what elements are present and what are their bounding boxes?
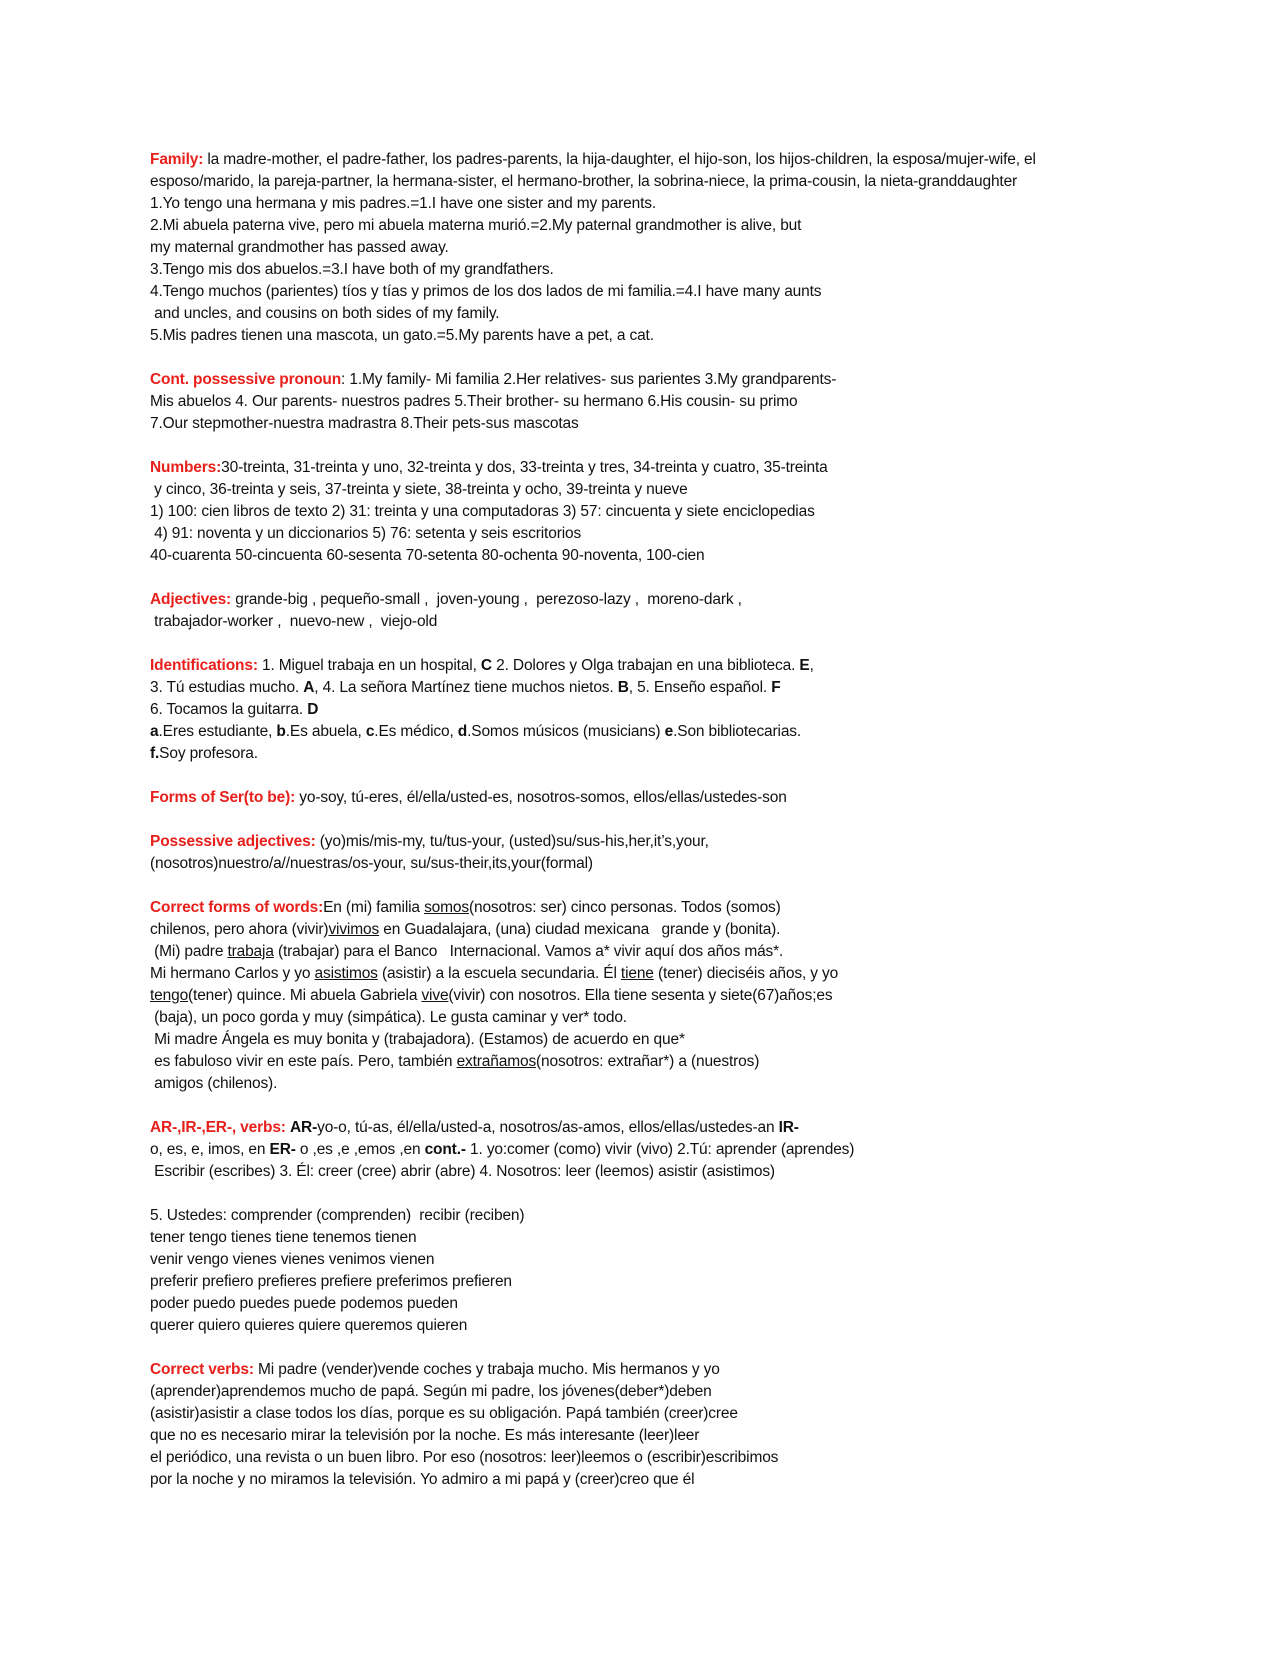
text-line (150, 853, 1150, 875)
bold-text: B (617, 679, 629, 696)
text-line (150, 1227, 1150, 1249)
text-line (150, 655, 1150, 677)
text-line (150, 677, 1150, 699)
text-line (150, 149, 1150, 171)
text-run: , (809, 657, 814, 674)
text-run: el periódico, una revista o un buen libro. Por eso (nosotros: leer)leemos o (escribir)escribimos (150, 1449, 779, 1466)
text-run: (vivir) con nosotros. Ella tiene sesenta y siete(67)años;es (448, 987, 833, 1004)
bold-text: c (365, 723, 375, 740)
bold-text: d (457, 723, 468, 740)
bold-text: b (276, 723, 286, 740)
text-run: 5.Mis padres tienen una mascota, un gato.=5.My parents have a pet, a cat. (150, 327, 654, 344)
text-run: 1. yo:comer (como) vivir (vivo) 2.Tú: aprender (aprendes) (465, 1141, 855, 1158)
text-run: (trabajar) para el Banco Internacional. Vamos a* vivir aquí dos años más*. (273, 943, 784, 960)
underlined-text: tengo (150, 987, 189, 1004)
text-run: yo-o, tú-as, él/ella/usted-a, nosotros/as-amos, ellos/ellas/ustedes-an (317, 1119, 779, 1136)
text-run: .Somos músicos (musicians) (467, 723, 665, 740)
text-run: (nosotros: ser) cinco personas. Todos (somos) (468, 899, 781, 916)
text-line (150, 457, 1150, 479)
text-line (150, 963, 1150, 985)
text-run: venir vengo vienes vienes venimos vienen (150, 1251, 435, 1268)
text-run: 3. Tú estudias mucho. (150, 679, 304, 696)
text-run: (baja), un poco gorda y muy (simpática). Le gusta caminar y ver* todo. (150, 1009, 627, 1026)
text-run: (tener) quince. Mi abuela Gabriela (188, 987, 422, 1004)
underlined-text: tiene (620, 965, 654, 982)
text-line (150, 1315, 1150, 1337)
text-line (150, 1161, 1150, 1183)
text-line (150, 787, 1150, 809)
underlined-text: vive (421, 987, 449, 1004)
text-run: o ,es ,e ,emos ,en (295, 1141, 425, 1158)
text-run: 1.Yo tengo una hermana y mis padres.=1.I have one sister and my parents. (150, 195, 657, 212)
text-run: 4.Tengo muchos (parientes) tíos y tías y primos de los dos lados de mi familia.=4.I have many aunts (150, 283, 822, 300)
section-ar-ir-er-verbs (150, 1117, 1150, 1183)
section-heading: Adjectives: (150, 591, 232, 608)
section-possessive-pronoun (150, 369, 1150, 435)
underlined-text: somos (424, 899, 469, 916)
text-run: En (mi) familia (323, 899, 425, 916)
text-run: 6. Tocamos la guitarra. (150, 701, 308, 718)
text-run: amigos (chilenos). (150, 1075, 278, 1092)
text-line (150, 1425, 1150, 1447)
text-line (150, 589, 1150, 611)
text-line (150, 1007, 1150, 1029)
text-line (150, 413, 1150, 435)
text-run: (nosotros: extrañar*) a (nuestros) (536, 1053, 760, 1070)
underlined-text: trabaja (227, 943, 274, 960)
text-run: es fabuloso vivir en este país. Pero, también (150, 1053, 457, 1070)
text-line (150, 1029, 1150, 1051)
text-line (150, 1205, 1150, 1227)
text-run: my maternal grandmother has passed away. (150, 239, 449, 256)
bold-text: f. (150, 745, 160, 762)
text-run: 7.Our stepmother-nuestra madrastra 8.Their pets-sus mascotas (150, 415, 579, 432)
text-line (150, 259, 1150, 281)
text-run: : 1.My family- Mi familia 2.Her relatives- sus parientes 3.My grandparents- (341, 371, 837, 388)
text-line (150, 941, 1150, 963)
section-family (150, 149, 1150, 347)
text-line (150, 391, 1150, 413)
section-numbers (150, 457, 1150, 567)
text-run: 4) 91: noventa y un diccionarios 5) 76: setenta y seis escritorios (150, 525, 582, 542)
document-page (150, 149, 1150, 1513)
text-run: (Mi) padre (150, 943, 228, 960)
text-run: 2.Mi abuela paterna vive, pero mi abuela materna murió.=2.My paternal grandmother is alive, but (150, 217, 802, 234)
text-run: en Guadalajara, (una) ciudad mexicana grande y (bonita). (379, 921, 781, 938)
text-run: que no es necesario mirar la televisión por la noche. Es más interesante (leer)leer (150, 1427, 700, 1444)
underlined-text: asistimos (314, 965, 378, 982)
text-line (150, 699, 1150, 721)
text-line (150, 743, 1150, 765)
text-run: .Es médico, (374, 723, 458, 740)
text-run: trabajador-worker , nuevo-new , viejo-old (150, 613, 438, 630)
bold-text: ER- (269, 1141, 296, 1158)
section-adjectives (150, 589, 1150, 633)
text-line (150, 1359, 1150, 1381)
text-run: preferir prefiero prefieres prefiere preferimos prefieren (150, 1273, 512, 1290)
section-heading: Forms of Ser(to be): (150, 789, 296, 806)
text-run: .Son bibliotecarias. (673, 723, 802, 740)
section-correct-verbs (150, 1359, 1150, 1491)
section-heading: AR-,IR-,ER-, verbs: (150, 1119, 286, 1136)
text-run: y cinco, 36-treinta y seis, 37-treinta y siete, 38-treinta y ocho, 39-treinta y nueve (150, 481, 688, 498)
text-line (150, 303, 1150, 325)
text-run: Mi padre (vender)vende coches y trabaja mucho. Mis hermanos y yo (253, 1361, 720, 1378)
underlined-text: vivimos (328, 921, 380, 938)
bold-text: A (303, 679, 315, 696)
text-line (150, 1403, 1150, 1425)
bold-text: cont.- (424, 1141, 466, 1158)
bold-text: IR- (778, 1119, 799, 1136)
text-line (150, 611, 1150, 633)
text-run: la madre-mother, el padre-father, los padres-parents, la hija-daughter, el hijo-son, los hijos-children, la esposa/mujer-wife, el (203, 151, 1036, 168)
text-line (150, 1293, 1150, 1315)
text-run: (yo)mis/mis-my, tu/tus-your, (usted)su/sus-his,her,it’s,your, (315, 833, 709, 850)
text-line (150, 721, 1150, 743)
text-line (150, 1139, 1150, 1161)
text-run: Mi madre Ángela es muy bonita y (trabajadora). (Estamos) de acuerdo en que* (150, 1031, 685, 1048)
section-heading: Possessive adjectives: (150, 833, 316, 850)
text-line (150, 897, 1150, 919)
bold-text: C (480, 657, 492, 674)
text-line (150, 501, 1150, 523)
underlined-text: extrañamos (456, 1053, 537, 1070)
bold-text: e (664, 723, 674, 740)
text-run: Mi hermano Carlos y yo (150, 965, 315, 982)
text-run: 40-cuarenta 50-cincuenta 60-sesenta 70-setenta 80-ochenta 90-noventa, 100-cien (150, 547, 705, 564)
text-run: .Es abuela, (285, 723, 366, 740)
text-run: chilenos, pero ahora (vivir) (150, 921, 329, 938)
text-line (150, 1117, 1150, 1139)
section-heading: Numbers: (150, 459, 222, 476)
section-heading: Cont. possessive pronoun (150, 371, 342, 388)
section-heading: Correct verbs: (150, 1361, 254, 1378)
text-run: 1. Miguel trabaja en un hospital, (257, 657, 481, 674)
text-line (150, 215, 1150, 237)
text-line (150, 545, 1150, 567)
text-line (150, 479, 1150, 501)
section-possessive-adjectives (150, 831, 1150, 875)
text-run: querer quiero quieres quiere queremos quieren (150, 1317, 468, 1334)
text-line (150, 237, 1150, 259)
section-identifications (150, 655, 1150, 765)
section-heading: Correct forms of words: (150, 899, 324, 916)
text-line (150, 1271, 1150, 1293)
text-line (150, 523, 1150, 545)
text-line (150, 325, 1150, 347)
text-run: (aprender)aprendemos mucho de papá. Según mi padre, los jóvenes(deber*)deben (150, 1383, 712, 1400)
text-run: 30-treinta, 31-treinta y uno, 32-treinta y dos, 33-treinta y tres, 34-treinta y cuatro, 35-treinta (221, 459, 828, 476)
text-line (150, 1249, 1150, 1271)
text-run: , 4. La señora Martínez tiene muchos nietos. (314, 679, 618, 696)
section-heading: Identifications: (150, 657, 258, 674)
text-run: (tener) dieciséis años, y yo (653, 965, 839, 982)
text-run: (asistir) a la escuela secundaria. Él (377, 965, 621, 982)
text-run: esposo/marido, la pareja-partner, la hermana-sister, el hermano-brother, la sobrina-niece, la prima-cousin, la nieta-granddaughter (150, 173, 1018, 190)
text-run: yo-soy, tú-eres, él/ella/usted-es, nosotros-somos, ellos/ellas/ustedes-son (295, 789, 787, 806)
text-line (150, 1381, 1150, 1403)
bold-text: a (150, 723, 159, 740)
text-line (150, 369, 1150, 391)
text-line (150, 985, 1150, 1007)
text-line (150, 1051, 1150, 1073)
text-run: (asistir)asistir a clase todos los días, porque es su obligación. Papá también (creer)cree (150, 1405, 738, 1422)
text-run: 1) 100: cien libros de texto 2) 31: treinta y una computadoras 3) 57: cincuenta y siete enciclopedias (150, 503, 815, 520)
bold-text: F (771, 679, 781, 696)
text-run: (nosotros)nuestro/a//nuestras/os-your, su/sus-their,its,your(formal) (150, 855, 593, 872)
text-line (150, 281, 1150, 303)
text-line (150, 1469, 1150, 1491)
bold-text: D (307, 701, 319, 718)
text-run: Mis abuelos 4. Our parents- nuestros padres 5.Their brother- su hermano 6.His cousin- su primo (150, 393, 798, 410)
bold-text: E (799, 657, 810, 674)
text-line (150, 171, 1150, 193)
section-correct-forms (150, 897, 1150, 1095)
text-run: por la noche y no miramos la televisión. Yo admiro a mi papá y (creer)creo que él (150, 1471, 695, 1488)
section-forms-of-ser (150, 787, 1150, 809)
text-line (150, 831, 1150, 853)
section-verb-conjugations (150, 1205, 1150, 1337)
text-run: , 5. Enseño español. (628, 679, 772, 696)
bold-text: AR- (289, 1119, 318, 1136)
text-run: and uncles, and cousins on both sides of my family. (150, 305, 500, 322)
text-run: Escribir (escribes) 3. Él: creer (cree) abrir (abre) 4. Nosotros: leer (leemos) asistir (asistimos) (150, 1163, 775, 1180)
section-heading: Family: (150, 151, 204, 168)
text-line (150, 193, 1150, 215)
text-line (150, 1073, 1150, 1095)
text-run: .Eres estudiante, (158, 723, 277, 740)
text-run: poder puedo puedes puede podemos pueden (150, 1295, 458, 1312)
text-run: 5. Ustedes: comprender (comprenden) recibir (reciben) (150, 1207, 525, 1224)
text-run: 2. Dolores y Olga trabajan en una biblioteca. (491, 657, 800, 674)
text-line (150, 919, 1150, 941)
text-run: o, es, e, imos, en (150, 1141, 270, 1158)
text-run: tener tengo tienes tiene tenemos tienen (150, 1229, 417, 1246)
text-run: Soy profesora. (159, 745, 258, 762)
text-line (150, 1447, 1150, 1469)
text-run: 3.Tengo mis dos abuelos.=3.I have both of my grandfathers. (150, 261, 554, 278)
text-run: grande-big , pequeño-small , joven-young , perezoso-lazy , moreno-dark , (231, 591, 742, 608)
